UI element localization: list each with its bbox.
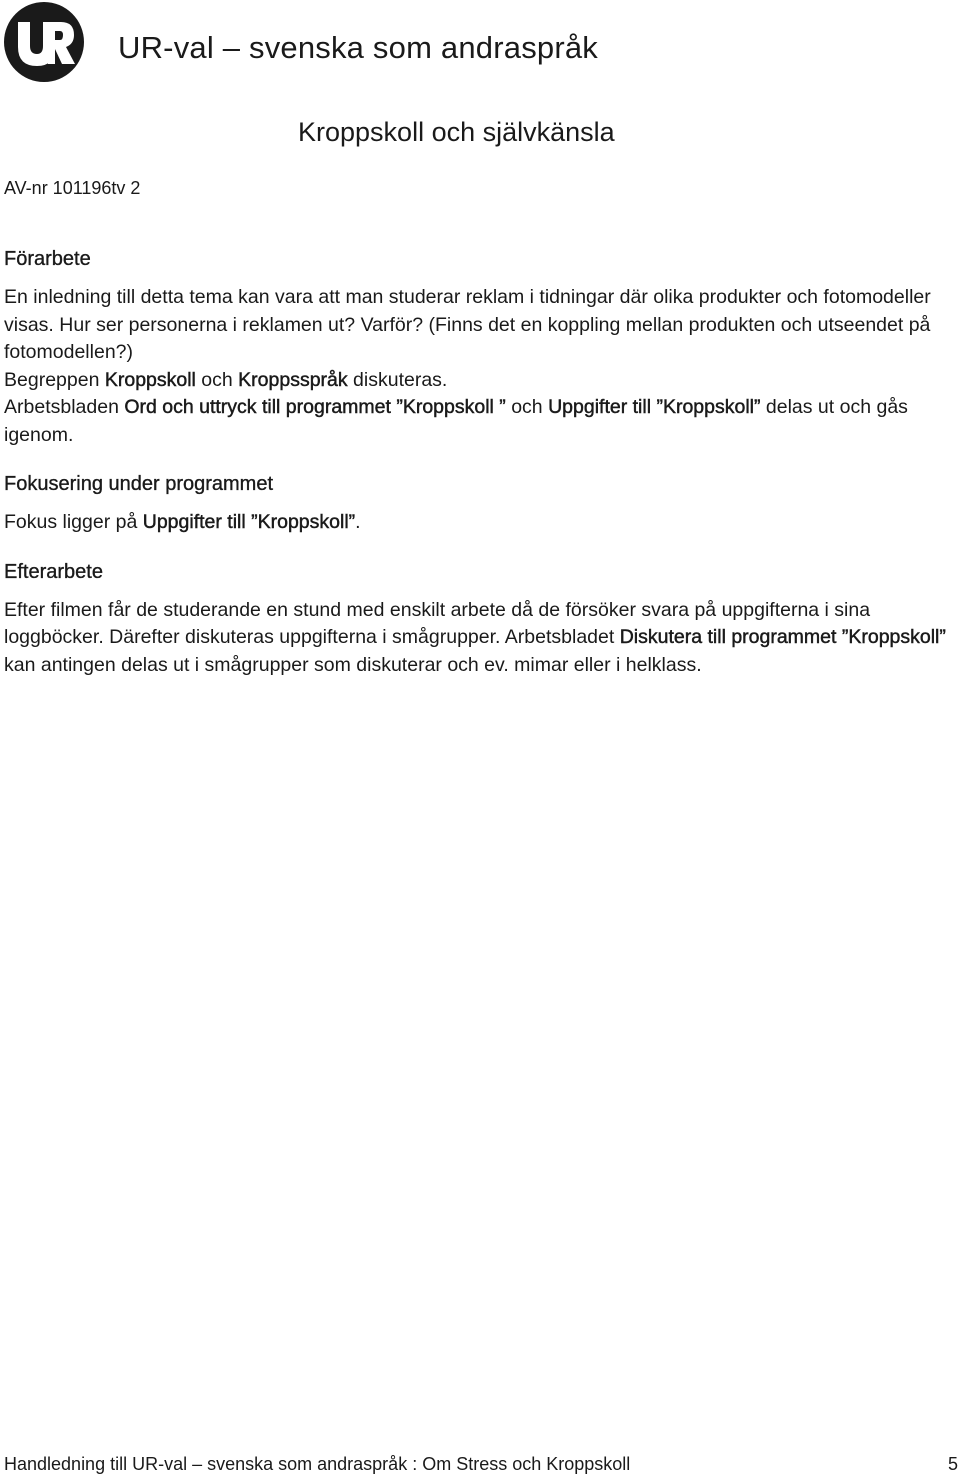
section-heading-fokusering: Fokusering under programmet <box>4 473 274 495</box>
section-heading-forarbete: Förarbete <box>4 248 91 270</box>
program-title: Kroppskoll och självkänsla <box>298 117 615 147</box>
series-title: UR-val – svenska som andraspråk <box>118 30 598 65</box>
fokusering-paragraph: Fokus ligger på Uppgifter till ”Kroppskoll”. <box>4 511 361 533</box>
worksheet-uppgifter: Uppgifter till ”Kroppskoll” <box>548 396 761 418</box>
section-heading-efterarbete: Efterarbete <box>4 560 103 583</box>
forarbete-paragraph-2: Begreppen Kroppskoll och Kroppsspråk diskuteras. <box>4 368 448 391</box>
efterarbete-paragraph: Efter filmen får de studerande en stund med enskilt arbete då de försöker svara på uppgifterna i sina loggböcker. Därefter diskuteras uppgifterna i smågrupper. Arbetsbladet Diskutera till programmet ”Kroppskoll” kan antingen delas ut i smågrupper som diskuterar och ev. mimar eller i helklass. <box>4 598 946 676</box>
worksheet-ord-och-uttryck: Ord och uttryck till programmet ”Kroppskoll ” <box>124 396 506 418</box>
page-number: 5 <box>947 1454 958 1474</box>
footer-text: Handledning till UR-val – svenska som andraspråk : Om Stress och Kroppskoll <box>4 1454 631 1474</box>
forarbete-paragraph-3: Arbetsbladen Ord och uttryck till programmet ”Kroppskoll ” och Uppgifter till ”Kroppskoll” delas ut och gås igenom. <box>4 396 908 446</box>
term-kroppssprak: Kroppsspråk <box>238 368 348 391</box>
ur-logo-icon <box>4 2 84 82</box>
av-number: AV-nr 101196tv 2 <box>4 178 141 198</box>
forarbete-paragraph-1: En inledning till detta tema kan vara att man studerar reklam i tidningar där olika produkter och fotomodeller visas. Hur ser personerna i reklamen ut? Varför? (Finns det en koppling mellan produkten och utseendet på fotomodellen?) <box>4 286 931 363</box>
worksheet-uppgifter-ref: Uppgifter till ”Kroppskoll” <box>142 511 356 533</box>
term-kroppskoll: Kroppskoll <box>104 368 196 391</box>
worksheet-diskutera: Diskutera till programmet ”Kroppskoll” <box>619 626 946 648</box>
document-body <box>4 244 958 679</box>
